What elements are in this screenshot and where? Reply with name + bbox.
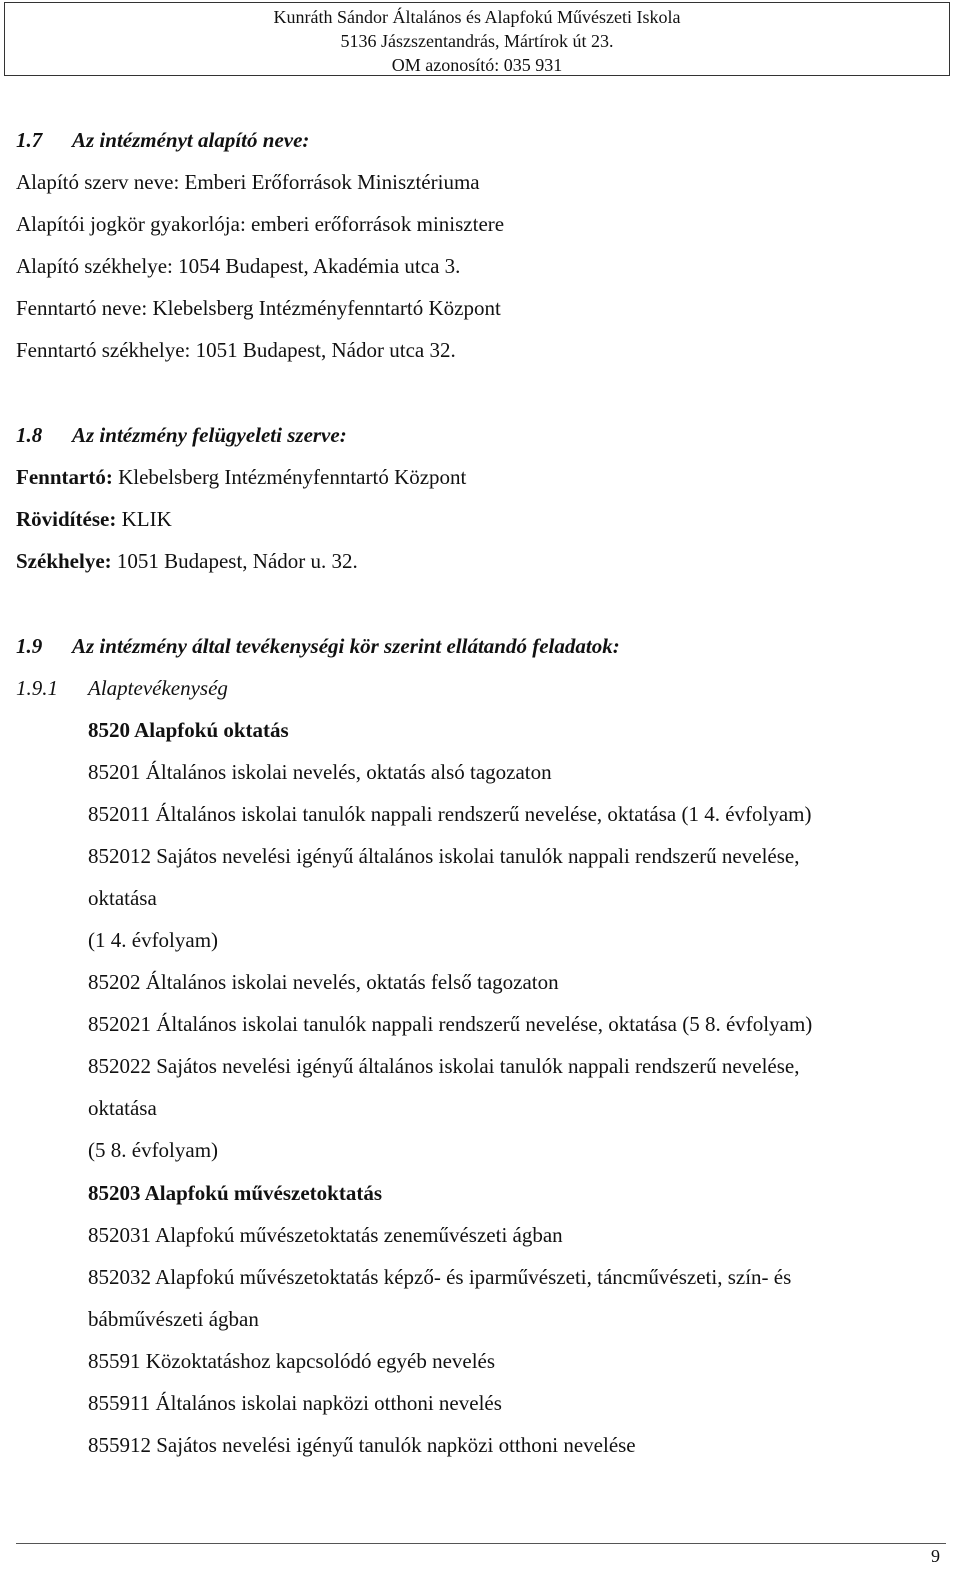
row-label: Rövidítése: — [16, 507, 117, 531]
row-value: Klebelsberg Intézményfenntartó Központ — [112, 465, 467, 489]
activity-item: 85591 Közoktatáshoz kapcsolódó egyéb nevelés — [88, 1349, 496, 1373]
row-label: Fenntartó: — [16, 465, 113, 489]
subsection-title: Alaptevékenység — [88, 676, 228, 700]
subsection-number: 1.9.1 — [16, 676, 58, 700]
section-1-8-heading — [16, 423, 347, 448]
text-line: Alapító szerv neve: Emberi Erőforrások Minisztériuma — [16, 170, 480, 194]
om-id: OM azonosító: 035 931 — [391, 55, 563, 75]
activity-item: 852011 Általános iskolai tanulók nappali rendszerű nevelése, oktatása (1 4. évfolyam) — [88, 802, 812, 826]
row-value: 1051 Budapest, Nádor u. 32. — [111, 549, 358, 573]
section-number: 1.8 — [16, 423, 43, 447]
section-1-7-heading — [16, 128, 309, 153]
activity-item: 852031 Alapfokú művészetoktatás zeneművészeti ágban — [88, 1223, 563, 1247]
activity-item: oktatása — [88, 1096, 157, 1120]
text-line: Fenntartó neve: Klebelsberg Intézményfenntartó Központ — [16, 296, 501, 320]
subsection-1-9-1-heading — [16, 676, 228, 701]
section-number: 1.9 — [16, 634, 43, 658]
page-number: 9 — [931, 1546, 940, 1566]
seat-row — [16, 549, 358, 574]
activity-item: 855912 Sajátos nevelési igényű tanulók napközi otthoni nevelése — [88, 1433, 636, 1457]
row-label: Székhelye: — [16, 549, 112, 573]
activity-item: 855911 Általános iskolai napközi otthoni nevelés — [88, 1391, 502, 1415]
footer-divider — [16, 1543, 946, 1544]
activity-item: 852022 Sajátos nevelési igényű általános iskolai tanulók nappali rendszerű nevelése, — [88, 1054, 800, 1078]
activity-item: 852021 Általános iskolai tanulók nappali rendszerű nevelése, oktatása (5 8. évfolyam) — [88, 1012, 813, 1036]
abbreviation-row — [16, 507, 172, 532]
text-line: Alapító székhelye: 1054 Budapest, Akadémia utca 3. — [16, 254, 461, 278]
activity-item: oktatása — [88, 886, 157, 910]
page-header — [4, 2, 950, 76]
section-number: 1.7 — [16, 128, 43, 152]
supervisor-row — [16, 465, 466, 490]
activity-item: bábművészeti ágban — [88, 1307, 259, 1331]
section-title: Az intézmény által tevékenységi kör szerint ellátandó feladatok: — [72, 634, 620, 658]
activity-item: 85201 Általános iskolai nevelés, oktatás alsó tagozaton — [88, 760, 552, 784]
activity-item: (1 4. évfolyam) — [88, 928, 219, 952]
text-line: Alapítói jogkör gyakorlója: emberi erőforrások minisztere — [16, 212, 505, 236]
section-title: Az intézményt alapító neve: — [72, 128, 310, 152]
school-address: 5136 Jászszentandrás, Mártírok út 23. — [340, 31, 614, 51]
activity-item: 852012 Sajátos nevelési igényű általános iskolai tanulók nappali rendszerű nevelése, — [88, 844, 800, 868]
section-1-9-heading — [16, 634, 620, 659]
activity-item: 852032 Alapfokú művészetoktatás képző- és iparművészeti, táncművészeti, szín- és — [88, 1265, 792, 1289]
activity-item: (5 8. évfolyam) — [88, 1138, 219, 1162]
activity-item: 8520 Alapfokú oktatás — [88, 718, 289, 742]
section-title: Az intézmény felügyeleti szerve: — [72, 423, 347, 447]
activity-item: 85202 Általános iskolai nevelés, oktatás felső tagozaton — [88, 970, 559, 994]
text-line: Fenntartó székhelye: 1051 Budapest, Nádor utca 32. — [16, 338, 456, 362]
row-value: KLIK — [116, 507, 172, 531]
activity-item: 85203 Alapfokú művészetoktatás — [88, 1181, 383, 1205]
school-name: Kunráth Sándor Általános és Alapfokú Művészeti Iskola — [273, 7, 681, 27]
